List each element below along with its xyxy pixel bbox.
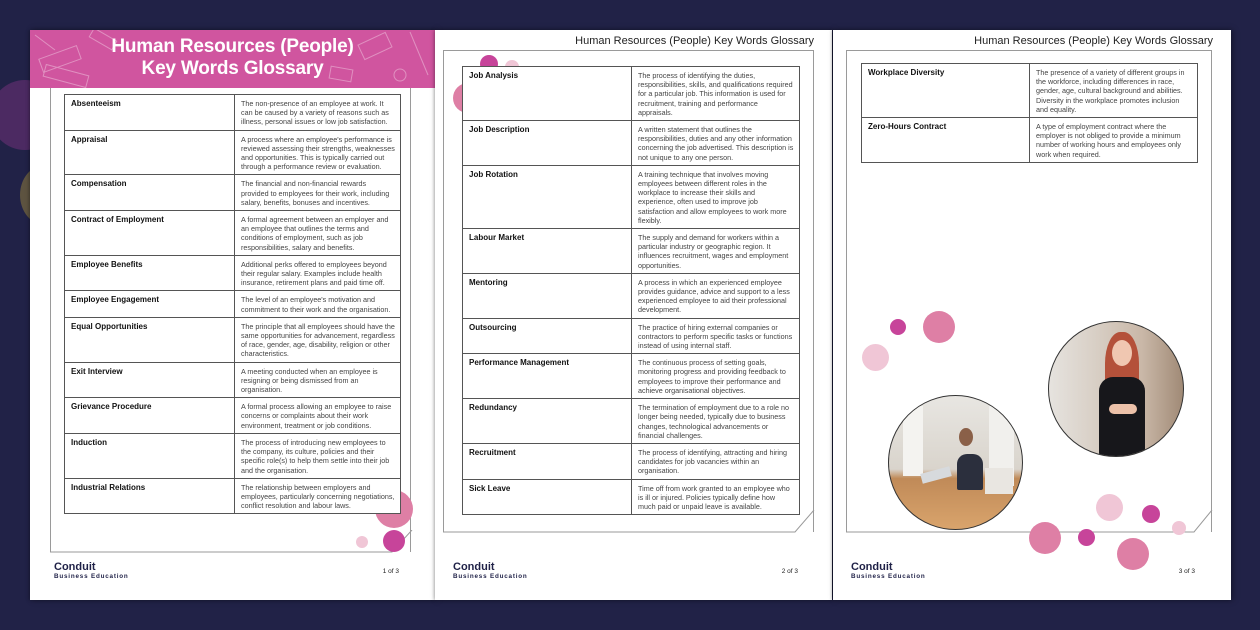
running-title: Human Resources (People) Key Words Glossary — [974, 35, 1213, 47]
decor-circle — [1096, 494, 1123, 521]
term: Outsourcing — [463, 318, 632, 354]
definition: The principle that all employees should have the same opportunities for advancement, regardless of race, gender, age, disability, religion or other characteristics. — [235, 317, 401, 362]
running-title: Human Resources (People) Key Words Glossary — [575, 35, 814, 47]
definition: A process in which an experienced employee provides guidance, advice and support to a less experienced employee to aid their professional development. — [632, 273, 800, 318]
definition: The process of identifying the duties, responsibilities, skills, and qualifications required for a particular job. This information is used for recruitment, training and performance appraisals. — [632, 67, 800, 121]
table-row — [862, 64, 1198, 118]
term: Employee Engagement — [65, 291, 235, 317]
decor-circle — [1117, 538, 1149, 570]
term: Job Description — [463, 121, 632, 166]
definition: A formal agreement between an employer and an employee that outlines the terms and conditions of employment, such as job responsibilities, salary and benefits. — [235, 211, 401, 256]
table-row — [463, 399, 800, 444]
table-row — [65, 317, 401, 362]
title-line-2: Key Words Glossary — [141, 58, 324, 79]
photo-woman-presenting — [1048, 321, 1184, 457]
glossary-table — [861, 63, 1198, 163]
definition: A type of employment contract where the employer is not obliged to provide a minimum number of working hours and employees only work when required. — [1030, 118, 1198, 163]
definition: The non-presence of an employee at work. It can be caused by a variety of reasons such as illness, personal issues or low job satisfaction. — [235, 95, 401, 131]
term: Zero-Hours Contract — [862, 118, 1030, 163]
page-number: 1 of 3 — [382, 568, 399, 575]
definition: The termination of employment due to a role no longer being needed, typically due to business changes, technological advancements or financial challenges. — [632, 399, 800, 444]
table-row — [65, 130, 401, 175]
definition: A meeting conducted when an employee is resigning or being dismissed from an organisation. — [235, 362, 401, 398]
table-row — [463, 479, 800, 515]
table-row — [463, 443, 800, 479]
table-row — [463, 318, 800, 354]
brand-name: Conduit — [54, 561, 96, 573]
decor-circle — [356, 536, 368, 548]
table-row — [65, 478, 401, 514]
table-row — [463, 121, 800, 166]
table-row — [65, 255, 401, 291]
page-1 — [30, 30, 435, 600]
table-row — [65, 291, 401, 317]
definition: Time off from work granted to an employee who is ill or injured. Policies typically define how much paid or unpaid leave is available. — [632, 479, 800, 515]
page-3 — [833, 30, 1231, 600]
decor-circle — [862, 344, 889, 371]
conduit-logo — [54, 561, 129, 580]
table-row — [463, 165, 800, 228]
brand-subtitle: Business Education — [453, 573, 528, 580]
table-row — [65, 95, 401, 131]
decor-circle — [383, 530, 405, 552]
definition: The presence of a variety of different groups in the workforce, including differences in race, gender, age, cultural background and abilities. Diversity in the workplace promotes inclusion and equality. — [1030, 64, 1198, 118]
page-2 — [435, 30, 832, 600]
table-row — [65, 362, 401, 398]
definition: A process where an employee's performance is reviewed assessing their strengths, weaknesses and opportunities. This is typically carried out through a performance review or evaluation. — [235, 130, 401, 175]
decor-circle — [890, 319, 906, 335]
definition: The financial and non-financial rewards provided to employees for their work, including salary, benefits, bonuses and incentives. — [235, 175, 401, 211]
definition: The practice of hiring external companies or contractors to perform specific tasks or functions instead of using internal staff. — [632, 318, 800, 354]
term: Labour Market — [463, 229, 632, 274]
term: Workplace Diversity — [862, 64, 1030, 118]
table-row — [463, 67, 800, 121]
term: Grievance Procedure — [65, 398, 235, 434]
brand-subtitle: Business Education — [54, 573, 129, 580]
title-banner — [30, 30, 435, 88]
decor-circle — [1172, 521, 1186, 535]
decor-circle — [1029, 522, 1061, 554]
term: Absenteeism — [65, 95, 235, 131]
decor-circle — [923, 311, 955, 343]
term: Sick Leave — [463, 479, 632, 515]
table-row — [862, 118, 1198, 163]
glossary-table — [64, 94, 401, 514]
definition: A training technique that involves moving employees between different roles in the workplace to increase their skills and experience, often used to improve job satisfaction and allow employees to work more flexibly. — [632, 165, 800, 228]
table-row — [463, 354, 800, 399]
table-row — [65, 433, 401, 478]
title-line-1: Human Resources (People) — [111, 36, 354, 57]
decor-circle — [1078, 529, 1095, 546]
term: Compensation — [65, 175, 235, 211]
definition: A written statement that outlines the responsibilities, duties and any other information concerning the job advertised. This description is not unique to any one person. — [632, 121, 800, 166]
term: Employee Benefits — [65, 255, 235, 291]
term: Contract of Employment — [65, 211, 235, 256]
conduit-logo — [851, 561, 926, 580]
photo-man-reading — [888, 395, 1023, 530]
term: Appraisal — [65, 130, 235, 175]
table-row — [65, 175, 401, 211]
term: Induction — [65, 433, 235, 478]
brand-name: Conduit — [453, 561, 495, 573]
page-number: 2 of 3 — [781, 568, 798, 575]
term: Recruitment — [463, 443, 632, 479]
document-title — [30, 36, 435, 80]
term: Job Analysis — [463, 67, 632, 121]
table-row — [65, 398, 401, 434]
table-row — [65, 211, 401, 256]
definition: The continuous process of setting goals, monitoring progress and providing feedback to employees to improve their performance and achieve organisational objectives. — [632, 354, 800, 399]
glossary-table — [462, 66, 800, 515]
definition: The supply and demand for workers within a particular industry or geographic region. It influences recruitment, wages and employment opportunities. — [632, 229, 800, 274]
definition: The level of an employee's motivation and commitment to their work and the organisation. — [235, 291, 401, 317]
definition: The process of identifying, attracting and hiring candidates for job vacancies within an organisation. — [632, 443, 800, 479]
decor-circle — [1142, 505, 1160, 523]
brand-subtitle: Business Education — [851, 573, 926, 580]
table-row — [463, 273, 800, 318]
definition: Additional perks offered to employees beyond their regular salary. Examples include health insurance, retirement plans and paid time off. — [235, 255, 401, 291]
term: Redundancy — [463, 399, 632, 444]
conduit-logo — [453, 561, 528, 580]
brand-name: Conduit — [851, 561, 893, 573]
page-number: 3 of 3 — [1178, 568, 1195, 575]
definition: A formal process allowing an employee to raise concerns or complaints about their work environment, treatment or job conditions. — [235, 398, 401, 434]
definition: The relationship between employers and employees, particularly concerning negotiations, conflict resolution and labour laws. — [235, 478, 401, 514]
definition: The process of introducing new employees to the company, its culture, policies and their specific role(s) to help them settle into their job and the organisation. — [235, 433, 401, 478]
term: Performance Management — [463, 354, 632, 399]
term: Industrial Relations — [65, 478, 235, 514]
term: Equal Opportunities — [65, 317, 235, 362]
term: Exit Interview — [65, 362, 235, 398]
table-row — [463, 229, 800, 274]
term: Job Rotation — [463, 165, 632, 228]
term: Mentoring — [463, 273, 632, 318]
